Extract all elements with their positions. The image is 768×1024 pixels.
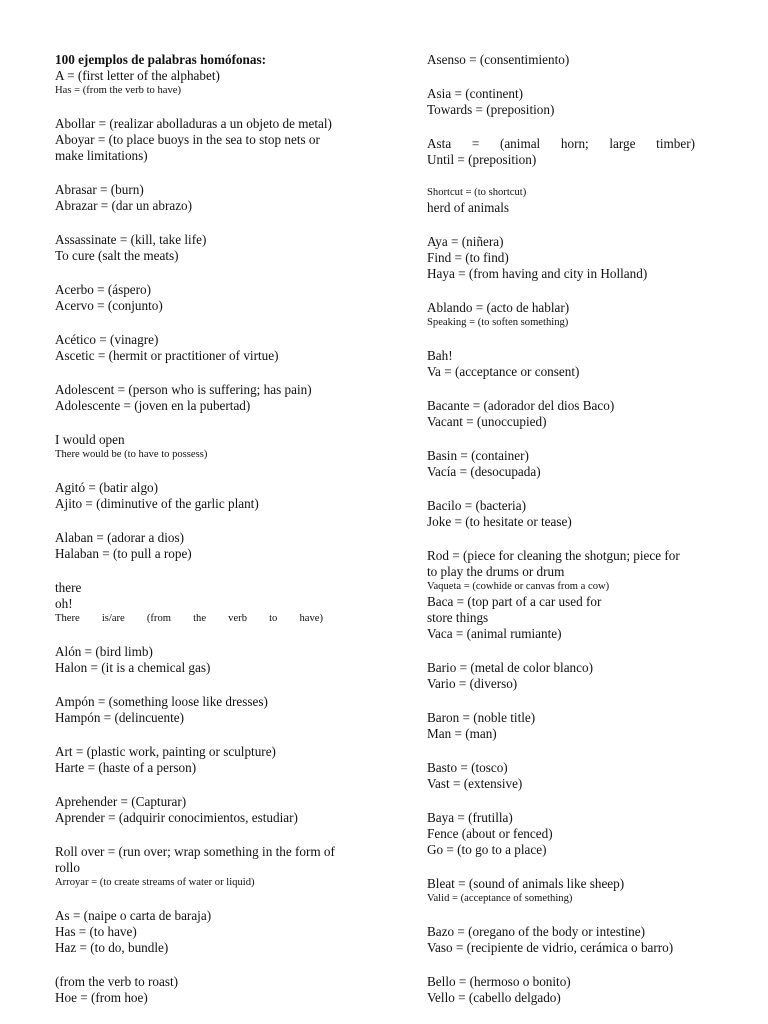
text-line: Agitó = (batir algo) <box>55 480 159 495</box>
text-line: Bazo = (oregano of the body or intestine) <box>427 924 646 939</box>
text-line: Abrazar = (dar un abrazo) <box>55 198 193 213</box>
entry-gap <box>55 164 365 182</box>
right-column <box>427 52 737 1006</box>
text-line: Vaqueta = (cowhide or canvas from a cow) <box>427 581 610 592</box>
text-line: Baca = (top part of a car used for <box>427 594 602 609</box>
entry-gap <box>427 906 737 924</box>
text-line: Speaking = (to soften something) <box>427 317 569 328</box>
text-line: to play the drums or drum <box>427 564 565 579</box>
text-line: Ablando = (acto de hablar) <box>427 300 570 315</box>
left-column <box>55 52 365 1006</box>
text-line: Va = (acceptance or consent) <box>427 364 580 379</box>
text-line: Roll over = (run over; wrap something in the form of <box>55 844 335 859</box>
text-line: Aya = (niñera) <box>427 234 504 249</box>
entry-gap <box>55 264 365 282</box>
text-line: Adolescente = (joven en la pubertad) <box>55 398 251 413</box>
text-line: There would be (to have to possess) <box>55 449 208 460</box>
text-line: Haya = (from having and city in Holland) <box>427 266 648 281</box>
entry-gap <box>55 462 365 480</box>
text-line: Basin = (container) <box>427 448 529 463</box>
text-line: Vaso = (recipiente de vidrio, cerámica o barro) <box>427 940 674 955</box>
text-line: store things <box>427 610 489 625</box>
entry-gap <box>55 562 365 580</box>
text-line: Shortcut = (to shortcut) <box>427 187 527 198</box>
text-line: Vacant = (unoccupied) <box>427 414 547 429</box>
entry-gap <box>427 380 737 398</box>
text-line: Arroyar = (to create streams of water or liquid) <box>55 877 255 888</box>
text-line: Has = (from the verb to have) <box>55 85 181 96</box>
text-line: Vello = (cabello delgado) <box>427 990 561 1005</box>
text-line: As = (naipe o carta de baraja) <box>55 908 212 923</box>
text-line: Vaca = (animal rumiante) <box>427 626 562 641</box>
text-line: Until = (preposition) <box>427 152 537 167</box>
text-line: To cure (salt the meats) <box>55 248 179 263</box>
text-line: There is/are (from the verb to have) <box>55 613 323 624</box>
text-line: Abollar = (realizar abolladuras a un objeto de metal) <box>55 116 332 131</box>
text-line: Harte = (haste of a person) <box>55 760 197 775</box>
text-line: Aprehender = (Capturar) <box>55 794 187 809</box>
text-line: Joke = (to hesitate or tease) <box>427 514 572 529</box>
text-line: Bacante = (adorador del dios Baco) <box>427 398 615 413</box>
text-line: Ajito = (diminutive of the garlic plant) <box>55 496 259 511</box>
text-line: make limitations) <box>55 148 148 163</box>
text-line: Man = (man) <box>427 726 497 741</box>
text-line: Has = (to have) <box>55 924 137 939</box>
text-line: Vacía = (desocupada) <box>427 464 541 479</box>
entry-gap <box>427 430 737 448</box>
entry-gap <box>427 792 737 810</box>
entry-gap <box>427 692 737 710</box>
text-line: Bario = (metal de color blanco) <box>427 660 593 675</box>
text-line: Acerbo = (áspero) <box>55 282 152 297</box>
entry-gap <box>427 480 737 498</box>
text-line: Vast = (extensive) <box>427 776 523 791</box>
entry-gap <box>427 118 737 136</box>
text-line: Asia = (continent) <box>427 86 524 101</box>
document-title: 100 ejemplos de palabras homófonas: <box>55 52 267 67</box>
text-line: Bacilo = (bacteria) <box>427 498 526 513</box>
text-line: Bleat = (sound of animals like sheep) <box>427 876 625 891</box>
text-line: Towards = (preposition) <box>427 102 555 117</box>
text-line: Baya = (frutilla) <box>427 810 513 825</box>
entry-gap <box>55 676 365 694</box>
text-line: Art = (plastic work, painting or sculpture) <box>55 744 276 759</box>
entry-gap <box>55 314 365 332</box>
entry-gap <box>427 68 737 86</box>
text-line: oh! <box>55 596 73 611</box>
entry-gap <box>55 726 365 744</box>
entry-gap <box>55 98 365 116</box>
text-line: Asta = (animal horn; large timber) <box>427 136 695 151</box>
entry-gap <box>55 512 365 530</box>
text-line: Baron = (noble title) <box>427 710 536 725</box>
entry-gap <box>427 956 737 974</box>
text-line: Alaban = (adorar a dios) <box>55 530 185 545</box>
entry-gap <box>55 890 365 908</box>
entry-gap <box>427 642 737 660</box>
entry-gap <box>55 826 365 844</box>
text-line: herd of animals <box>427 200 510 215</box>
text-line: Ampón = (something loose like dresses) <box>55 694 268 709</box>
text-line: Acervo = (conjunto) <box>55 298 163 313</box>
text-line: Valid = (acceptance of something) <box>427 893 573 904</box>
text-line: there <box>55 580 82 595</box>
text-line: Halaban = (to pull a rope) <box>55 546 192 561</box>
entry-gap <box>427 216 737 234</box>
text-line: Bello = (hermoso o bonito) <box>427 974 571 989</box>
text-line: Rod = (piece for cleaning the shotgun; piece for <box>427 548 680 563</box>
text-line: Ascetic = (hermit or practitioner of virtue) <box>55 348 279 363</box>
entry-gap <box>55 414 365 432</box>
text-line: I would open <box>55 432 125 447</box>
text-line: Aboyar = (to place buoys in the sea to stop nets or <box>55 132 320 147</box>
text-line: Hoe = (from hoe) <box>55 990 148 1005</box>
entry-gap <box>427 858 737 876</box>
text-line: Basto = (tosco) <box>427 760 508 775</box>
entry-gap <box>427 168 737 186</box>
text-line: Haz = (to do, bundle) <box>55 940 169 955</box>
entry-gap <box>55 776 365 794</box>
text-line: Find = (to find) <box>427 250 509 265</box>
entry-gap <box>55 956 365 974</box>
entry-gap <box>427 530 737 548</box>
text-line: Aprender = (adquirir conocimientos, estudiar) <box>55 810 298 825</box>
text-line: Assassinate = (kill, take life) <box>55 232 207 247</box>
text-line: Go = (to go to a place) <box>427 842 547 857</box>
text-line: Alón = (bird limb) <box>55 644 153 659</box>
entry-gap <box>55 364 365 382</box>
text-line: Fence (about or fenced) <box>427 826 553 841</box>
entry-gap <box>427 282 737 300</box>
entry-gap <box>55 626 365 644</box>
text-line: A = (first letter of the alphabet) <box>55 68 220 83</box>
text-line: (from the verb to roast) <box>55 974 179 989</box>
text-line: Halon = (it is a chemical gas) <box>55 660 211 675</box>
entry-gap <box>55 214 365 232</box>
text-line: Asenso = (consentimiento) <box>427 52 570 67</box>
text-line: Abrasar = (burn) <box>55 182 144 197</box>
text-line: Hampón = (delincuente) <box>55 710 185 725</box>
text-line: Bah! <box>427 348 453 363</box>
text-line: rollo <box>55 860 80 875</box>
entry-gap <box>427 330 737 348</box>
entry-gap <box>427 742 737 760</box>
text-line: Acético = (vinagre) <box>55 332 159 347</box>
text-line: Vario = (diverso) <box>427 676 518 691</box>
text-line: Adolescent = (person who is suffering; has pain) <box>55 382 312 397</box>
